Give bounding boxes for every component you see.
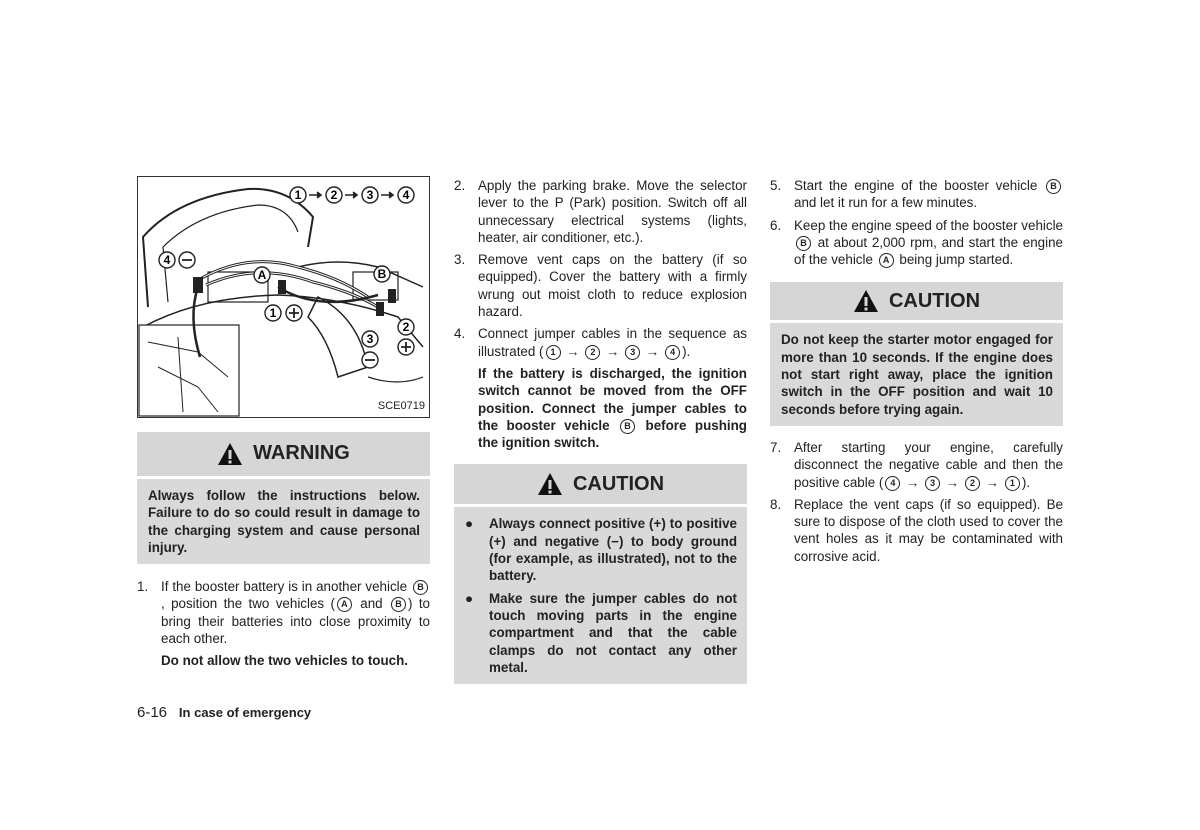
warning-box [137, 432, 430, 564]
step-5-text-b: and let it run for a few minutes. [794, 195, 978, 211]
step-1 [137, 578, 430, 669]
step-1-text-b: , position the two vehicles ( [161, 596, 335, 612]
seq-4-icon: 4 [665, 345, 680, 360]
step-number: 1. [137, 579, 149, 595]
arrow: → [566, 343, 580, 359]
marker-a-icon: A [337, 597, 352, 612]
step-4-note-a: If the battery is discharged, the ignition switch cannot be moved from the OFF position. Connect the jumper cables to the booster vehicle [478, 365, 747, 433]
step-number: 3. [454, 252, 466, 268]
caution-item [465, 515, 737, 584]
seq-3-icon: 3 [925, 476, 940, 491]
step-4-text-b: ). [682, 343, 691, 359]
callout-1: 1 [269, 306, 277, 320]
figure-id: SCE0719 [377, 399, 425, 412]
warning-triangle-icon [537, 472, 563, 496]
warning-triangle-icon [217, 442, 243, 466]
step-6-text-b: at about 2,000 rpm, and start the engine of the vehicle [794, 234, 1063, 268]
step-7 [770, 439, 1063, 491]
step-7-text-b: ). [1021, 474, 1031, 490]
step-4-text [478, 325, 747, 360]
caution-body [454, 504, 747, 684]
step-6-text-a: Keep the engine speed of the booster vehicle [794, 217, 1063, 233]
caution-item-text: Always connect positive (+) to positive (+) and negative (−) to body ground (for example, as illustrated), not to the battery. [489, 516, 737, 584]
step-5-text [794, 177, 1063, 212]
arrow: → [945, 474, 960, 490]
step-1-text-d: ) [407, 596, 413, 612]
column-right [770, 177, 1063, 570]
callout-3: 3 [366, 332, 374, 346]
arrow: → [645, 343, 660, 359]
step-2 [454, 177, 747, 246]
step-4 [454, 325, 747, 451]
bullet: ● [465, 516, 474, 532]
step-6-text-c: being jump started. [899, 252, 1014, 268]
step-2-text: Apply the parking brake. Move the selector lever to the P (Park) position. Switch off all unnecessary electrical systems (lights, heater, air conditioner, etc.). [478, 178, 747, 245]
step-number: 5. [770, 178, 782, 193]
arrow: → [906, 474, 920, 490]
jump-start-drawing [138, 177, 429, 417]
page-number: 6-16 [137, 704, 168, 721]
step-number: 6. [770, 217, 782, 233]
marker-b-icon: B [620, 419, 635, 434]
seq-3-icon: 3 [625, 345, 640, 360]
seq-label-4: 4 [402, 188, 410, 202]
step-5 [770, 177, 1063, 212]
step-3 [454, 251, 747, 320]
seq-label-1: 1 [294, 188, 302, 202]
step-7-text-a: After starting your engine, carefully disconnect the negative cable and then the positive cable ( [794, 439, 1063, 490]
step-4-text-a: Connect jumper cables in the sequence as illustrated ( [478, 326, 747, 359]
caution-item [465, 590, 737, 676]
step-number: 2. [454, 178, 466, 193]
step-1-text-c: and [360, 596, 383, 612]
marker-b-icon: B [413, 580, 428, 595]
warning-header [137, 432, 430, 476]
column-middle [454, 177, 747, 684]
caution-header [454, 464, 747, 504]
seq-1-icon: 1 [546, 345, 561, 360]
caution-header [770, 282, 1063, 320]
caution-text: Do not keep the starter motor engaged for more than 10 seconds. If the engine does not start right away, place the ignition switch in the OFF position and wait 10 seconds before trying again. [770, 320, 1063, 425]
step-5-text-a: Start the engine of the booster vehicle [794, 178, 1038, 193]
marker-b-icon: B [1046, 179, 1061, 194]
marker-b-icon: B [391, 597, 406, 612]
warning-text: Always follow the instructions below. Failure to do so could result in damage to the charging system and cause personal injury. [137, 476, 430, 564]
step-3-text: Remove vent caps on the battery (if so equipped). Cover the battery with a firmly wrung out moist cloth to reduce explosion hazard. [478, 252, 747, 320]
bullet: ● [465, 590, 474, 606]
caution-title: CAUTION [572, 472, 665, 495]
arrow: → [985, 474, 1000, 490]
seq-1-icon: 1 [1005, 476, 1020, 491]
step-1-text-a: If the booster battery is in another vehicle [161, 579, 408, 595]
step-1-note: Do not allow the two vehicles to touch. [161, 653, 408, 669]
step-number: 7. [770, 439, 782, 455]
callout-4: 4 [163, 253, 171, 267]
section-title: In case of emergency [178, 705, 312, 720]
column-left [137, 176, 430, 675]
page-footer [137, 704, 311, 721]
warning-triangle-icon [853, 289, 879, 313]
arrow: → [606, 343, 620, 359]
warning-title: WARNING [253, 442, 350, 465]
step-1-text-e: to bring their batteries into close proximity to each other. [161, 596, 430, 647]
step-number: 8. [770, 496, 782, 512]
step-8-text: Replace the vent caps (if so equipped). Be sure to dispose of the cloth used to cover the vent holes as it may be contaminated with corrosive acid. [794, 496, 1063, 564]
step-6 [770, 217, 1063, 269]
callout-2: 2 [402, 320, 410, 334]
caution-title: CAUTION [888, 289, 981, 312]
seq-2-icon: 2 [585, 345, 600, 360]
jump-start-illustration [137, 176, 430, 418]
caution-box-1 [454, 464, 747, 684]
step-6-text [794, 217, 1063, 269]
marker-b-icon: B [796, 236, 811, 251]
seq-label-3: 3 [366, 188, 374, 202]
marker-b: B [377, 267, 387, 281]
step-8 [770, 496, 1063, 565]
step-4-note [478, 365, 747, 451]
step-number: 4. [454, 326, 466, 342]
step-7-text [794, 439, 1063, 491]
caution-box-2 [770, 282, 1063, 425]
marker-a-icon: A [879, 253, 894, 268]
step-4-note-b: before pushing the ignition switch. [478, 417, 747, 451]
marker-a: A [257, 268, 267, 282]
seq-4-icon: 4 [885, 476, 900, 491]
seq-2-icon: 2 [965, 476, 980, 491]
caution-item-text: Make sure the jumper cables do not touch moving parts in the engine compartment and that the cable clamps do not contact any other metal. [489, 590, 737, 675]
step-1-text [161, 578, 430, 647]
seq-label-2: 2 [330, 188, 338, 202]
